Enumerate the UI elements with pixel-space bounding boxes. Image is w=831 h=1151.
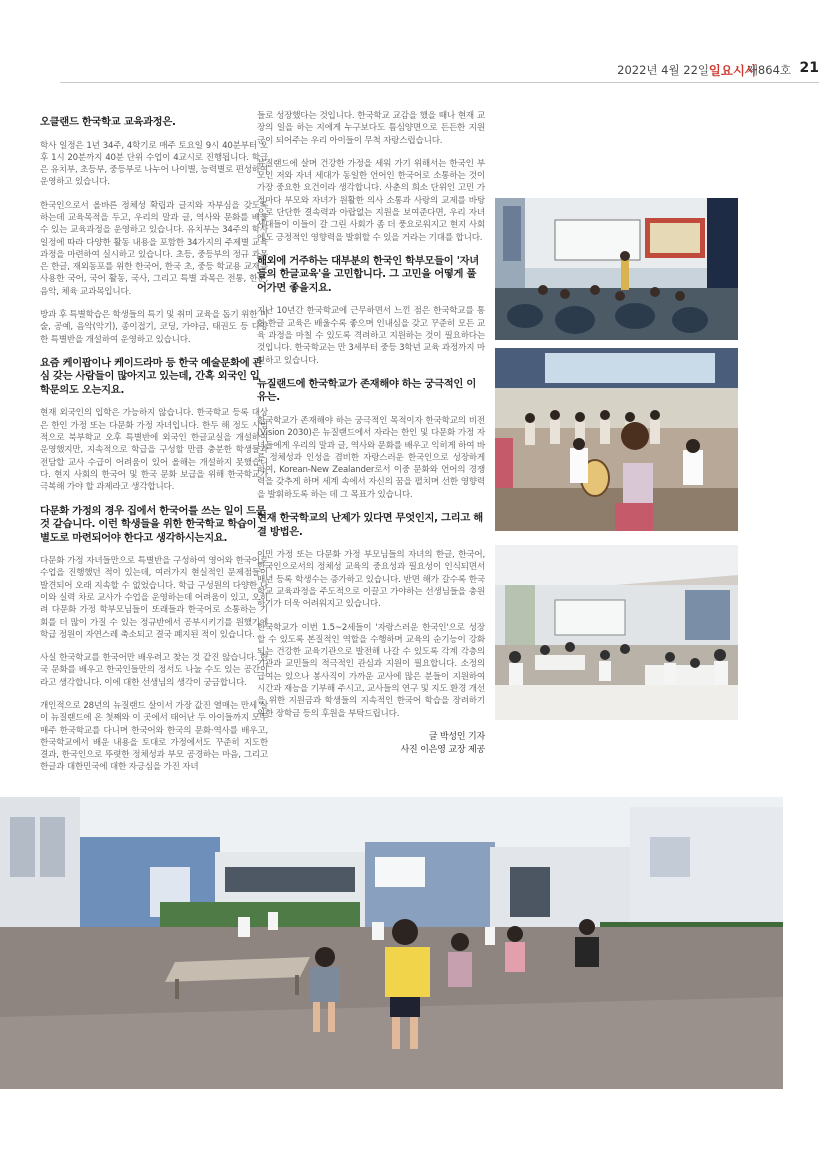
article-heading: 오클랜드 한국학교 교육과정은. — [40, 116, 176, 128]
article-paragraph: 지난 10년간 한국학교에 근무하면서 느낀 점은 한국학교를 통한 한글 교육은 배울수록 좋으며 인내심을 갖고 꾸준히 모든 교육 과정을 마칠 수 있도록 격려하고 지원하는 것이 필요하다는 것입니다. 한국학교는 만 3세부터 중등 3학년 교육 과정까지 마련하고 있습니다. — [257, 306, 485, 366]
article-heading: 요즘 케이팝이나 케이드라마 등 한국 예술문화에 관심 갖는 사람들이 많아지고 있는데, 간혹 외국인 입학문의도 오는지요. — [40, 356, 263, 396]
article-paragraph: 뉴질랜드에 살며 건강한 가정을 세워 가기 위해서는 한국인 부모인 저와 자녀 세대가 동일한 언어인 한국어로 소통하는 것이 가장 중요한 요건이라 생각합니다. 사춘의 희소 단위인 고민 가정마다 부모와 자녀가 원활한 의사 소통과 사랑의 교제를 바탕으로 단단한 결속력과 아랍없는 지원을 보여준다면, 우리 자녀 세대들이 이들이 갈 그린 사회가 좀 더 풍요로워지고 현지 사회에도 긍정적인 영향력을 발휘할 수 있을 거라는 기대를 합니다. — [257, 158, 485, 243]
article-paragraph: 개인적으로 28년의 뉴질랜드 살이서 가장 값진 열매는 만세 살이 뉴질랜드에 온 첫째와 이 곳에서 태어난 두 아이들까지 모두 매주 한국학교를 다니며 한국어와 한국의 문화·역사를 배우고, 한국학교에서 배운 내용을 토대로 가정에서도 꾸준히 지도한 결과, 한국인으로 뚜렷한 정체성과 부모 공경하는 마음, 그리고 한글과 대한민국에 대한 자긍심을 가진 자녀 — [40, 701, 268, 773]
classroom-photo-icon — [495, 198, 738, 340]
article-paragraph: 다문화 가정 자녀들만으로 특별반을 구성하여 영어와 한국어로 수업을 진행했던 적이 있는데, 여러가지 현실적인 문제점들이 발견되어 오래 지속할 수 없었습니다. 학급 구성원의 다양한 나이와 실력 차로 교사가 수업을 운영하는데 어려움이 있고, 오히려 다문화 가정 학부모님들이 또래들과 한국어로 소통하는 기회를 더 많이 가질 수 있는 정규반에서 공부시키기를 원했기에 학급 정원이 자연스레 축소되고 결국 폐지된 적이 있습니다. — [40, 556, 268, 640]
students-classroom-photo-icon — [495, 545, 738, 720]
drum-class-photo-icon — [495, 348, 738, 531]
article-heading: 뉴질랜드에 한국학교가 존재해야 하는 궁극적인 이유는. — [257, 377, 477, 404]
article-heading: 해외에 거주하는 대부분의 한국인 학부모들이 '자녀들의 한글교육'을 고민합니다. 그 고민을 어떻게 풀어가면 좋을지요. — [257, 254, 479, 294]
page-number: 21 — [799, 60, 819, 76]
page-header — [0, 60, 831, 80]
header-rule — [60, 82, 819, 83]
article-paragraph: 한국학교가 존재해야 하는 궁극적인 목적이자 한국학교의 비전(Vision 2030)은 뉴질랜드에서 자라는 한인 및 다문화 가정 자녀들에게 우리의 말과 글, 역사와 문화를 배우고 익히게 하여 바른 정체성과 인성을 겸비한 자랑스러운 한국인으로 성장하게 하여, Korean-New Zealander로서 이중 문화와 언어의 경쟁력을 갖추게 하며 세계 속에서 자신의 꿈을 펼치며 선한 영향력을 발휘하도록 하는 데 그 목표가 있습니다. — [257, 415, 485, 500]
byline — [257, 731, 485, 757]
article-paragraph: 한국학교가 이번 1.5~2세들이 '자랑스러운 한국인'으로 성장할 수 있도록 본질적인 역할을 수행하며 교육의 순기능이 강화되는 건강한 교육기관으로 발전해 나갈 수 있도록 각계 각층의 기관과 교민들의 적극적인 관심과 지원이 필요합니다. 소정의 급여는 있으나 봉사직이 가까운 교사에 많은 분들이 지원하여 시간과 재능을 기부해 주시고, 교사들의 연구 및 지도 환경 개선을 위한 지원금과 학생들의 지속적인 한국어 학습을 장려하기 위한 장학금 등의 후원을 부탁드립니다. — [257, 622, 485, 719]
issue-number: 제864호 — [746, 63, 791, 77]
article-paragraph: 한국인으로서 올바른 정체성 확립과 글지와 자부심을 갖도록 하는데 교육목적을 두고, 우리의 말과 글, 역사와 문화를 배울 수 있는 교육과정을 운영하고 있습니다. 유치부는 34주의 학사 일정에 따라 다양한 활동 내용을 포함한 34가지의 주제별 교육과정을 마련하여 실시하고 있습니다. 초등, 중등부의 정규 과목은 한글, 재외동포를 위한 한국어, 한국 초, 중등 학교용 교재를 사용한 국어, 국어 활동, 국사, 그리고 특별 과목은 전통, 한문, 음악, 체육 교과목입니다. — [40, 200, 268, 297]
article-paragraph: 사실 한국학교를 한국어만 배우려고 찾는 것 같진 않습니다. 한국 문화를 배우고 한국인들만의 정서도 나눌 수도 있는 공간이라고 생각합니다. 이에 대한 선생님의 생각이 궁금합니다. — [40, 653, 268, 688]
article-paragraph: 학사 일정은 1년 34주, 4학기로 매주 토요일 9시 40분부터 오후 1시 20분까지 40분 단위 수업이 4교시로 진행됩니다. 학급은 유치부, 초등부, 중등부로 나누어 나이별, 능력별로 편성하여 운영하고 있습니다. — [40, 140, 268, 188]
publication-name: 일요시사 — [708, 63, 757, 78]
article-column-2 — [257, 110, 485, 757]
article-heading: 현재 한국학교의 난제가 있다면 무엇인지, 그리고 해결 방법은. — [257, 512, 483, 538]
photo-credit: 사진 이은영 교장 제공 — [400, 744, 485, 755]
article-paragraph: 이민 가정 또는 다문화 가정 부모님들의 자녀의 한글, 한국어, 한국인으로서의 정체성 교육의 중요성과 필요성이 인식되면서 매년 등록 학생수는 증가하고 있습니다. 반면 해가 갈수록 한국학교 교육과정을 주도적으로 이끌고 가야하는 선생님들을 충원하기가 더욱 어려워지고 있습니다. — [257, 550, 485, 610]
article-paragraph: 들로 성장했다는 것입니다. 한국학교 교감을 했을 때나 현재 교장의 일을 하는 지에게 누구보다도 틈심양면으로 든든한 지원군이 되어주는 우리 아이들이 무척 자랑스럽습니다. — [257, 111, 485, 146]
article-heading: 다문화 가정의 경우 집에서 한국어를 쓰는 일이 드문 것 같습니다. 이런 학생들을 위한 한국학교 학습이 별도로 마련되어야 한다고 생각하시는지요. — [40, 504, 266, 544]
children-running-schoolyard-photo-icon — [0, 797, 783, 1089]
issue-date: 2022년 4월 22일 — [617, 63, 709, 77]
article-paragraph: 현재 외국인의 입학은 가능하지 않습니다. 한국학교 등록 대상은 한인 가정 또는 다문화 가정 자녀입니다. 한두 해 정도 시범적으로 북부학교 오후 특별반에 외국인 한글교실을 개설하여 운영했지만, 지속적으로 학급을 구성할 만큼 충분한 학생들과 전담할 교사 수급이 어려움이 있어 올해는 개설하지 못했습니다. 현지 사회의 한국어 및 한국 문화 보급을 위해 한국학교가 극복해 가야 할 과제라고 생각합니다. — [40, 408, 268, 493]
article-column-1 — [40, 110, 268, 785]
article-paragraph: 방과 후 특별학습은 학생들의 특기 및 취미 교육을 돕기 위한 미술, 공예, 음악(악기), 종이접기, 코딩, 가야금, 태권도 등 다양한 특별반을 개설하여 운영하고 있습니다. — [40, 310, 268, 345]
reporter-name: 글 박성인 기자 — [428, 731, 485, 742]
